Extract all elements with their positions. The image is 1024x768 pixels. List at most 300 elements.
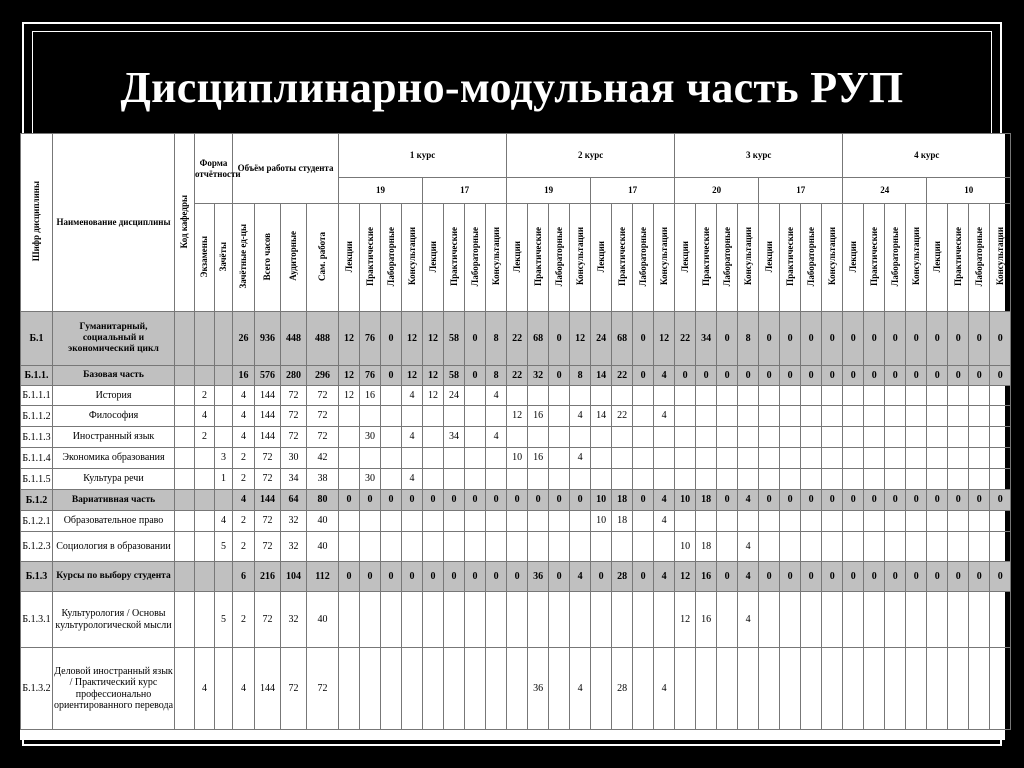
- cell-hours: [486, 648, 507, 730]
- header-lesson-kind: [549, 204, 570, 312]
- cell-credit: [215, 562, 233, 592]
- cell-hours: [906, 469, 927, 490]
- cell-hours: [738, 386, 759, 406]
- cell-dept: [175, 448, 195, 469]
- cell-hours: 0: [885, 490, 906, 511]
- discipline-row: [21, 511, 1011, 532]
- cell-code: Б.1.1.5: [21, 469, 53, 490]
- cell-hours: [381, 532, 402, 562]
- cell-hours: 0: [339, 490, 360, 511]
- cell-hours: [717, 648, 738, 730]
- section-row: [21, 312, 1011, 366]
- discipline-row: [21, 592, 1011, 648]
- cell-hours: [801, 592, 822, 648]
- cell-hours: 22: [612, 366, 633, 386]
- cell-hours: [444, 592, 465, 648]
- cell-name: Иностранный язык: [53, 427, 175, 448]
- cell-hours: [360, 448, 381, 469]
- cell-hours: [612, 469, 633, 490]
- cell-hours: [675, 406, 696, 427]
- cell-classroom: 32: [281, 511, 307, 532]
- cell-hours: 0: [633, 312, 654, 366]
- header-lesson-kind: [906, 204, 927, 312]
- cell-hours: [549, 427, 570, 448]
- section-row: [21, 562, 1011, 592]
- cell-hours: [570, 427, 591, 448]
- cell-exam: [195, 469, 215, 490]
- cell-hours: 22: [612, 406, 633, 427]
- cell-hours: 0: [486, 562, 507, 592]
- cell-hours: [717, 592, 738, 648]
- header-lesson-kind-label: Лабораторные: [806, 226, 816, 287]
- cell-hours: [696, 511, 717, 532]
- header-lesson-kind: [759, 204, 780, 312]
- cell-hours: 24: [444, 386, 465, 406]
- cell-hours: [486, 469, 507, 490]
- cell-hours: [402, 648, 423, 730]
- cell-hours: [780, 469, 801, 490]
- header-lesson-kind-label: Лекции: [680, 240, 690, 273]
- cell-hours: [822, 406, 843, 427]
- header-semester-weeks: 24: [843, 178, 927, 204]
- cell-hours: [696, 448, 717, 469]
- cell-self-work: 80: [307, 490, 339, 511]
- header-lesson-kind-label: Консультации: [658, 227, 669, 286]
- cell-hours: 0: [402, 562, 423, 592]
- cell-hours: [843, 448, 864, 469]
- cell-hours: [654, 469, 675, 490]
- cell-hours: [717, 511, 738, 532]
- cell-hours: [864, 511, 885, 532]
- cell-code: Б.1.2.1: [21, 511, 53, 532]
- cell-hours: 0: [948, 312, 969, 366]
- cell-hours: [948, 406, 969, 427]
- header-lesson-kind: [780, 204, 801, 312]
- cell-credit: [215, 648, 233, 730]
- header-exams-label: Экзамены: [199, 235, 210, 278]
- cell-hours: 0: [738, 366, 759, 386]
- cell-hours: 12: [675, 592, 696, 648]
- cell-hours: [675, 427, 696, 448]
- cell-hours: [738, 406, 759, 427]
- cell-hours: 0: [801, 366, 822, 386]
- cell-hours: [822, 511, 843, 532]
- header-lesson-kind: [339, 204, 360, 312]
- cell-hours: [780, 386, 801, 406]
- cell-hours: [675, 511, 696, 532]
- cell-hours: 0: [990, 562, 1011, 592]
- header-lesson-kind: [990, 204, 1011, 312]
- header-report-form: Форма отчётности: [195, 134, 233, 204]
- cell-classroom: 448: [281, 312, 307, 366]
- header-lesson-kind: [696, 204, 717, 312]
- cell-hours: [906, 386, 927, 406]
- cell-hours: 36: [528, 562, 549, 592]
- cell-classroom: 34: [281, 469, 307, 490]
- cell-hours: [612, 386, 633, 406]
- cell-self-work: 72: [307, 386, 339, 406]
- cell-hours: [612, 427, 633, 448]
- cell-hours: 10: [591, 490, 612, 511]
- cell-hours: 0: [780, 490, 801, 511]
- cell-exam: 4: [195, 406, 215, 427]
- cell-hours: [444, 406, 465, 427]
- cell-exam: [195, 562, 215, 592]
- cell-hours: 4: [738, 490, 759, 511]
- cell-hours: 0: [381, 366, 402, 386]
- cell-units: 2: [233, 592, 255, 648]
- cell-hours: [801, 427, 822, 448]
- cell-hours: 12: [402, 312, 423, 366]
- cell-hours: 10: [675, 532, 696, 562]
- cell-total: 936: [255, 312, 281, 366]
- header-lesson-kind: [360, 204, 381, 312]
- cell-hours: [843, 427, 864, 448]
- cell-hours: [591, 592, 612, 648]
- cell-hours: 0: [717, 562, 738, 592]
- cell-hours: 0: [822, 366, 843, 386]
- cell-hours: [906, 592, 927, 648]
- cell-hours: [990, 427, 1011, 448]
- cell-hours: 8: [486, 366, 507, 386]
- cell-hours: [717, 448, 738, 469]
- header-lesson-kind: [843, 204, 864, 312]
- cell-credit: [215, 406, 233, 427]
- header-lesson-kind-label: Лекции: [343, 240, 354, 273]
- cell-hours: 0: [402, 490, 423, 511]
- cell-hours: [864, 427, 885, 448]
- cell-credit: 5: [215, 592, 233, 648]
- cell-hours: [507, 469, 528, 490]
- cell-hours: 0: [360, 562, 381, 592]
- cell-hours: 0: [864, 490, 885, 511]
- cell-hours: [486, 511, 507, 532]
- cell-hours: 4: [654, 648, 675, 730]
- cell-hours: [822, 532, 843, 562]
- cell-hours: [339, 406, 360, 427]
- cell-hours: [927, 386, 948, 406]
- cell-classroom: 280: [281, 366, 307, 386]
- cell-hours: [738, 448, 759, 469]
- cell-code: Б.1.2.3: [21, 532, 53, 562]
- header-cipher: [21, 134, 53, 312]
- cell-hours: 0: [759, 366, 780, 386]
- cell-classroom: 72: [281, 386, 307, 406]
- cell-hours: [465, 511, 486, 532]
- cell-hours: 0: [381, 490, 402, 511]
- discipline-row: [21, 532, 1011, 562]
- cell-hours: 68: [528, 312, 549, 366]
- cell-hours: [822, 648, 843, 730]
- section-row: [21, 366, 1011, 386]
- cell-hours: [633, 448, 654, 469]
- header-lesson-kind: [864, 204, 885, 312]
- cell-dept: [175, 490, 195, 511]
- cell-dept: [175, 312, 195, 366]
- cell-hours: [423, 427, 444, 448]
- cell-hours: 0: [675, 366, 696, 386]
- cell-hours: [381, 427, 402, 448]
- cell-hours: [969, 532, 990, 562]
- cell-hours: 0: [570, 490, 591, 511]
- cell-name: Базовая часть: [53, 366, 175, 386]
- cell-hours: [906, 648, 927, 730]
- cell-hours: 0: [927, 366, 948, 386]
- cell-hours: [570, 469, 591, 490]
- cell-hours: [927, 469, 948, 490]
- cell-hours: [507, 532, 528, 562]
- cell-hours: [885, 469, 906, 490]
- cell-hours: [549, 511, 570, 532]
- cell-units: 16: [233, 366, 255, 386]
- cell-hours: [528, 469, 549, 490]
- cell-hours: 4: [402, 427, 423, 448]
- header-dept: [175, 134, 195, 312]
- cell-hours: [549, 469, 570, 490]
- cell-hours: [717, 406, 738, 427]
- cell-hours: [780, 648, 801, 730]
- cell-hours: 76: [360, 312, 381, 366]
- cell-dept: [175, 386, 195, 406]
- cell-hours: 68: [612, 312, 633, 366]
- cell-total: 144: [255, 427, 281, 448]
- cell-hours: 22: [507, 312, 528, 366]
- cell-hours: [675, 469, 696, 490]
- cell-hours: 0: [906, 490, 927, 511]
- cell-hours: [465, 532, 486, 562]
- cell-hours: [759, 648, 780, 730]
- cell-hours: 10: [507, 448, 528, 469]
- cell-hours: 8: [570, 366, 591, 386]
- cell-hours: [381, 511, 402, 532]
- cell-hours: [822, 448, 843, 469]
- cell-total: 216: [255, 562, 281, 592]
- header-lesson-kind: [486, 204, 507, 312]
- cell-hours: [423, 511, 444, 532]
- cell-hours: [822, 427, 843, 448]
- cell-hours: 4: [738, 532, 759, 562]
- cell-hours: 0: [465, 562, 486, 592]
- cell-hours: [675, 386, 696, 406]
- cell-credit: 1: [215, 469, 233, 490]
- header-lesson-kind: [402, 204, 423, 312]
- cell-name: Культура речи: [53, 469, 175, 490]
- cell-name: Социология в образовании: [53, 532, 175, 562]
- cell-hours: 22: [675, 312, 696, 366]
- cell-hours: [339, 469, 360, 490]
- cell-hours: 0: [381, 312, 402, 366]
- cell-hours: [633, 406, 654, 427]
- cell-self-work: 40: [307, 592, 339, 648]
- cell-code: Б.1.1.: [21, 366, 53, 386]
- cell-hours: [381, 469, 402, 490]
- header-lesson-kind: [717, 204, 738, 312]
- cell-credit: [215, 366, 233, 386]
- cell-hours: [948, 386, 969, 406]
- header-exams: [195, 204, 215, 312]
- cell-dept: [175, 592, 195, 648]
- cell-hours: [465, 469, 486, 490]
- header-lesson-kind-label: Консультации: [406, 227, 417, 286]
- header-lesson-kind: [444, 204, 465, 312]
- cell-hours: [717, 386, 738, 406]
- cell-hours: 0: [717, 312, 738, 366]
- cell-hours: 0: [948, 562, 969, 592]
- cell-code: Б.1.3.2: [21, 648, 53, 730]
- cell-units: 4: [233, 406, 255, 427]
- cell-total: 144: [255, 648, 281, 730]
- header-workload: Объём работы студента: [233, 134, 339, 204]
- cell-hours: 12: [339, 386, 360, 406]
- cell-classroom: 32: [281, 532, 307, 562]
- header-self-work: [307, 204, 339, 312]
- cell-hours: [927, 448, 948, 469]
- cell-hours: [990, 648, 1011, 730]
- header-course: 3 курс: [675, 134, 843, 178]
- cell-hours: [969, 511, 990, 532]
- cell-hours: [948, 427, 969, 448]
- cell-hours: [885, 648, 906, 730]
- cell-hours: [423, 648, 444, 730]
- discipline-row: [21, 448, 1011, 469]
- cell-classroom: 104: [281, 562, 307, 592]
- cell-hours: [738, 511, 759, 532]
- cell-hours: 0: [360, 490, 381, 511]
- cell-units: 4: [233, 386, 255, 406]
- cell-hours: [507, 648, 528, 730]
- cell-hours: 4: [654, 366, 675, 386]
- cell-hours: [969, 406, 990, 427]
- cell-hours: [717, 469, 738, 490]
- cell-hours: 4: [738, 562, 759, 592]
- cell-hours: 76: [360, 366, 381, 386]
- cell-units: 2: [233, 448, 255, 469]
- header-lesson-kind: [423, 204, 444, 312]
- cell-name: Философия: [53, 406, 175, 427]
- cell-units: 2: [233, 511, 255, 532]
- cell-hours: [864, 532, 885, 562]
- cell-hours: 16: [360, 386, 381, 406]
- cell-credit: [215, 427, 233, 448]
- cell-hours: 0: [423, 562, 444, 592]
- cell-hours: [444, 511, 465, 532]
- cell-hours: 0: [633, 366, 654, 386]
- cell-hours: [906, 532, 927, 562]
- cell-hours: 12: [423, 312, 444, 366]
- cell-hours: 0: [843, 562, 864, 592]
- cell-hours: [696, 469, 717, 490]
- cell-hours: 18: [696, 532, 717, 562]
- header-lesson-kind-label: Лабораторные: [890, 226, 901, 287]
- cell-hours: [423, 469, 444, 490]
- cell-hours: 4: [654, 490, 675, 511]
- cell-hours: [927, 592, 948, 648]
- cell-self-work: 72: [307, 648, 339, 730]
- cell-hours: 0: [906, 562, 927, 592]
- cell-hours: 34: [696, 312, 717, 366]
- cell-hours: 16: [528, 406, 549, 427]
- cell-hours: 0: [549, 366, 570, 386]
- cell-hours: [591, 427, 612, 448]
- cell-name: Гуманитарный, социальный и экономический цикл: [53, 312, 175, 366]
- cell-hours: [549, 406, 570, 427]
- cell-code: Б.1.2: [21, 490, 53, 511]
- cell-hours: [801, 448, 822, 469]
- cell-hours: [633, 427, 654, 448]
- cell-hours: 0: [759, 490, 780, 511]
- cell-hours: 4: [570, 648, 591, 730]
- header-lesson-kind-label: Консультации: [911, 227, 922, 286]
- header-lesson-kind: [612, 204, 633, 312]
- cell-hours: [423, 448, 444, 469]
- cell-hours: [507, 511, 528, 532]
- cell-self-work: 72: [307, 427, 339, 448]
- header-classroom-label: Аудиторные: [288, 231, 299, 282]
- cell-name: Деловой иностранный язык / Практический курс профессионально ориентированного перевода: [53, 648, 175, 730]
- cell-hours: 12: [423, 386, 444, 406]
- cell-hours: 4: [738, 592, 759, 648]
- cell-hours: [948, 469, 969, 490]
- cell-hours: 0: [822, 490, 843, 511]
- cell-code: Б.1.1.1: [21, 386, 53, 406]
- cell-hours: [843, 386, 864, 406]
- cell-hours: 0: [717, 490, 738, 511]
- cell-hours: 4: [402, 386, 423, 406]
- cell-hours: [759, 511, 780, 532]
- cell-hours: [444, 648, 465, 730]
- cell-hours: [717, 427, 738, 448]
- cell-hours: 4: [402, 469, 423, 490]
- cell-classroom: 72: [281, 648, 307, 730]
- cell-hours: 0: [906, 366, 927, 386]
- cell-self-work: 112: [307, 562, 339, 592]
- cell-hours: [801, 386, 822, 406]
- cell-hours: [528, 532, 549, 562]
- header-semester-weeks: 10: [927, 178, 1011, 204]
- cell-hours: 0: [528, 490, 549, 511]
- cell-hours: 0: [780, 366, 801, 386]
- cell-exam: 4: [195, 648, 215, 730]
- cell-classroom: 32: [281, 592, 307, 648]
- cell-hours: 0: [759, 312, 780, 366]
- cell-hours: [990, 532, 1011, 562]
- cell-hours: [444, 532, 465, 562]
- cell-code: Б.1: [21, 312, 53, 366]
- cell-hours: [339, 648, 360, 730]
- cell-total: 144: [255, 490, 281, 511]
- cell-hours: 0: [444, 562, 465, 592]
- header-lesson-kind-label: Практические: [532, 226, 543, 286]
- header-lesson-kind: [885, 204, 906, 312]
- cell-hours: [885, 406, 906, 427]
- cell-hours: [528, 511, 549, 532]
- cell-hours: [360, 532, 381, 562]
- cell-hours: [801, 648, 822, 730]
- cell-hours: [780, 448, 801, 469]
- cell-hours: 0: [801, 312, 822, 366]
- cell-hours: [759, 386, 780, 406]
- cell-hours: [759, 469, 780, 490]
- cell-hours: 12: [570, 312, 591, 366]
- cell-hours: 28: [612, 562, 633, 592]
- cell-hours: 0: [486, 490, 507, 511]
- cell-hours: [738, 648, 759, 730]
- cell-hours: [570, 532, 591, 562]
- cell-hours: [402, 511, 423, 532]
- cell-units: 2: [233, 532, 255, 562]
- cell-dept: [175, 366, 195, 386]
- cell-hours: [591, 532, 612, 562]
